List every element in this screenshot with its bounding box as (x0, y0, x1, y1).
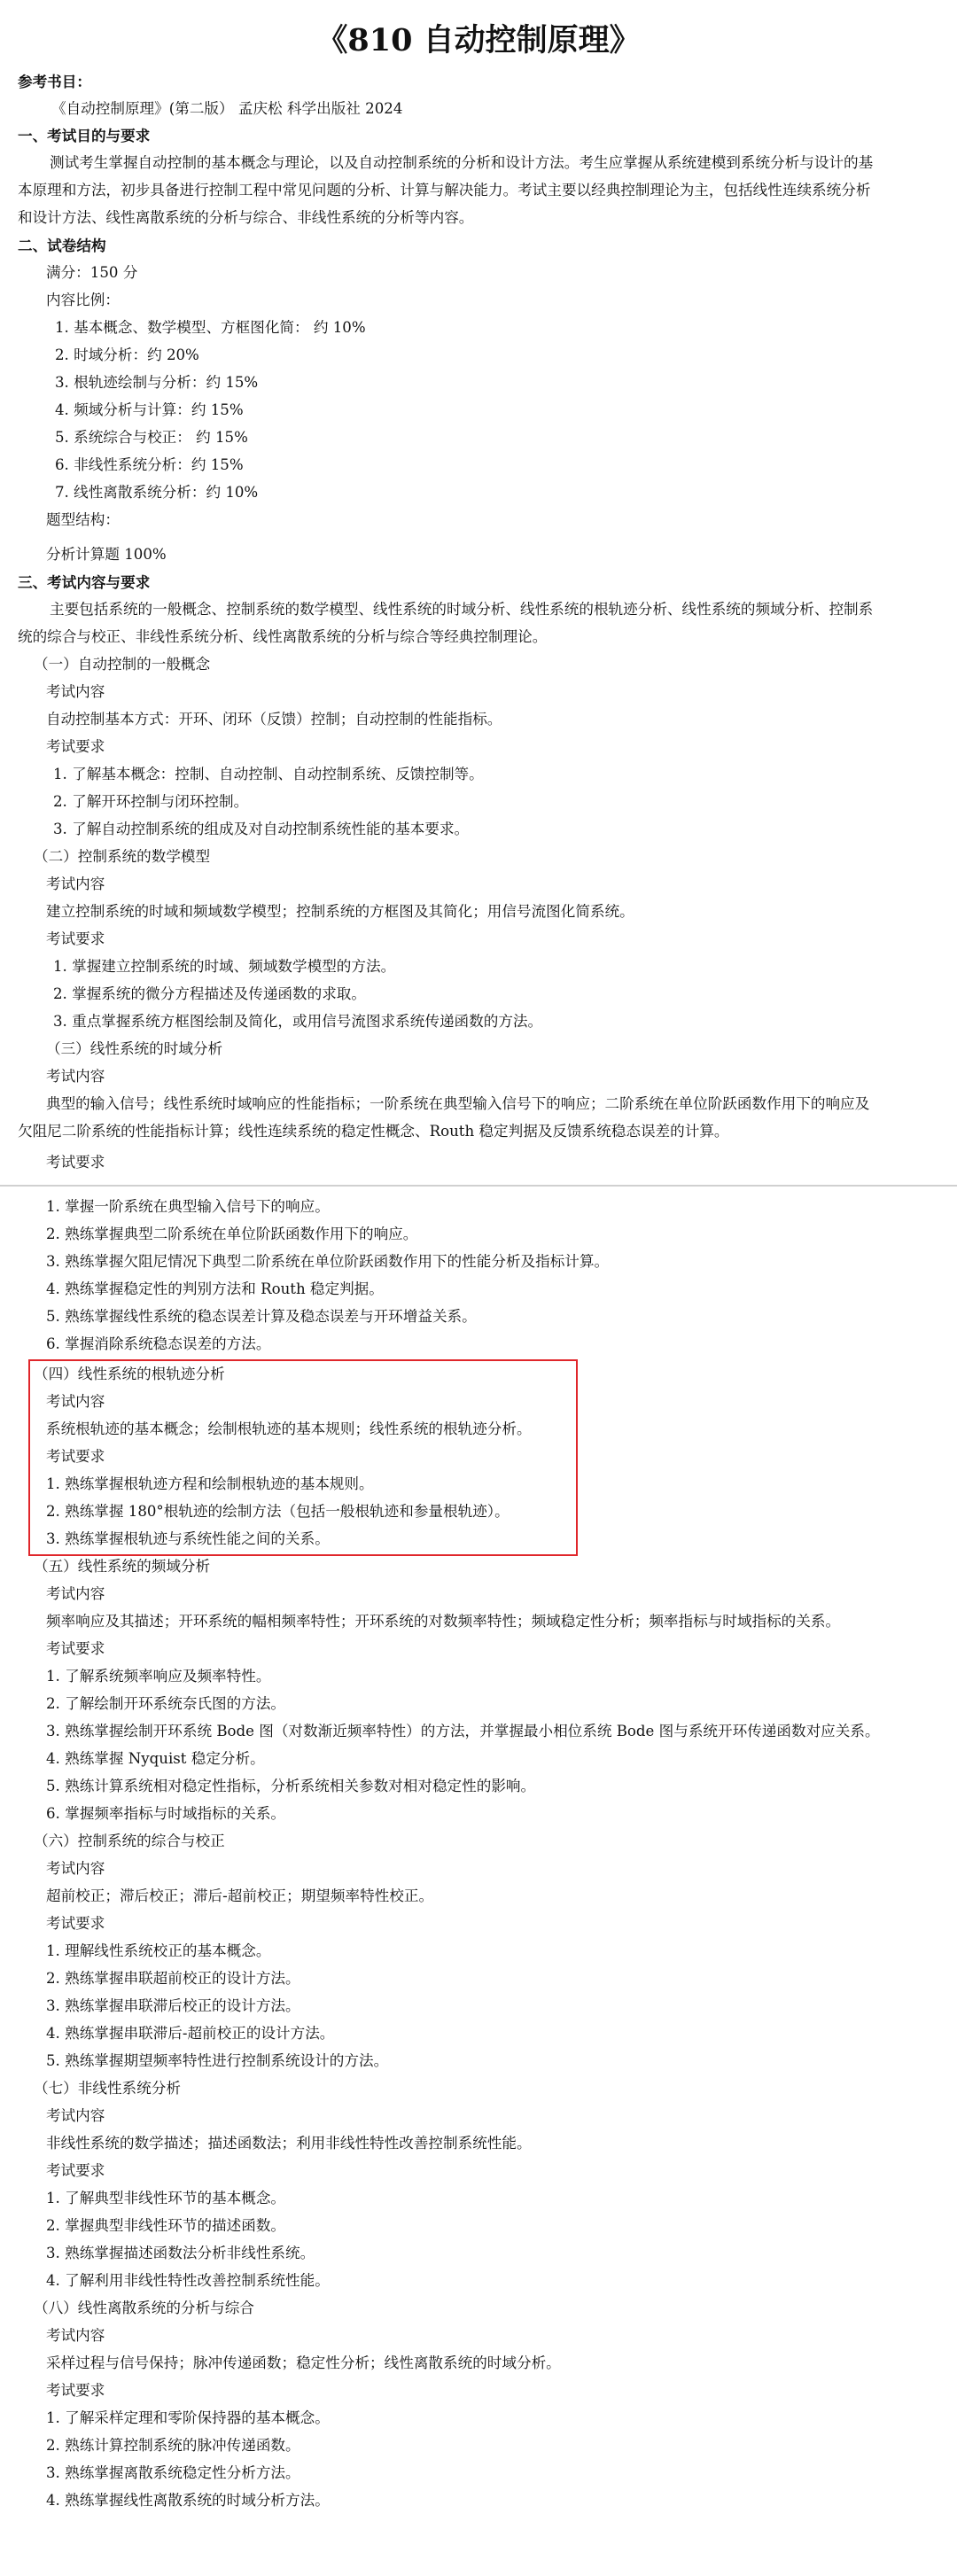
unit-8-req: 1. 了解采样定理和零阶保持器的基本概念。 (46, 2409, 330, 2426)
unit-7-heading: （七）非线性系统分析 (34, 2080, 181, 2097)
unit-8-req: 2. 熟练计算控制系统的脉冲传递函数。 (46, 2437, 300, 2454)
unit-8-req: 4. 熟练掌握线性离散系统的时域分析方法。 (46, 2492, 330, 2509)
unit-3-req: 3. 熟练掌握欠阻尼情况下典型二阶系统在单位阶跃函数作用下的性能分析及指标计算。 (46, 1253, 610, 1270)
ratio-item: 1. 基本概念、数学模型、方框图化简： 约 10% (55, 319, 366, 336)
unit-6-req: 2. 熟练掌握串联超前校正的设计方法。 (46, 1970, 300, 1987)
unit-2-req: 3. 重点掌握系统方框图绘制及简化，或用信号流图求系统传递函数的方法。 (53, 1013, 543, 1030)
exam-requirement-label: 考试要求 (46, 2382, 105, 2399)
unit-3-content: 欠阻尼二阶系统的性能指标计算；线性连续系统的稳定性概念、Routh 稳定判据及反馈系统稳态误差的计算。 (18, 1123, 729, 1140)
unit-7-content: 非线性系统的数学描述；描述函数法；利用非线性特性改善控制系统性能。 (46, 2135, 532, 2152)
ratio-item: 4. 频域分析与计算：约 15% (55, 401, 244, 418)
unit-4-req: 2. 熟练掌握 180°根轨迹的绘制方法（包括一般根轨迹和参量根轨迹）。 (46, 1503, 510, 1520)
unit-1-req: 3. 了解自动控制系统的组成及对自动控制系统性能的基本要求。 (53, 821, 470, 837)
exam-requirement-label: 考试要求 (46, 738, 105, 755)
ratio-item: 3. 根轨迹绘制与分析：约 15% (55, 374, 259, 391)
unit-2-content: 建立控制系统的时域和频域数学模型；控制系统的方框图及其简化；用信号流图化简系统。 (46, 903, 634, 920)
ratio-item: 7. 线性离散系统分析：约 10% (55, 484, 259, 501)
full-score: 满分：150 分 (46, 264, 138, 281)
reference-label: 参考书目： (18, 73, 91, 90)
unit-7-req: 2. 掌握典型非线性环节的描述函数。 (46, 2217, 286, 2234)
unit-1-req: 1. 了解基本概念：控制、自动控制、自动控制系统、反馈控制等。 (53, 766, 484, 782)
unit-3-req: 1. 掌握一阶系统在典型输入信号下的响应。 (46, 1198, 330, 1215)
exam-content-label: 考试内容 (46, 1068, 105, 1085)
unit-3-req: 2. 熟练掌握典型二阶系统在单位阶跃函数作用下的响应。 (46, 1226, 418, 1242)
unit-1-heading: （一）自动控制的一般概念 (34, 656, 211, 673)
unit-4-content: 系统根轨迹的基本概念；绘制根轨迹的基本规则；线性系统的根轨迹分析。 (46, 1420, 532, 1437)
page-separator (0, 1185, 957, 1187)
exam-content-label: 考试内容 (46, 2327, 105, 2344)
unit-5-req: 4. 熟练掌握 Nyquist 稳定分析。 (46, 1750, 265, 1767)
exam-content-label: 考试内容 (46, 1393, 105, 1410)
section-2-heading: 二、试卷结构 (18, 237, 106, 254)
content-ratio-label: 内容比例： (46, 292, 120, 308)
unit-6-req: 4. 熟练掌握串联滞后-超前校正的设计方法。 (46, 2025, 335, 2042)
exam-requirement-label: 考试要求 (46, 930, 105, 947)
section-1-heading: 一、考试目的与要求 (18, 127, 151, 144)
unit-6-content: 超前校正；滞后校正；滞后-超前校正；期望频率特性校正。 (46, 1887, 434, 1904)
exam-content-label: 考试内容 (46, 2107, 105, 2124)
unit-7-req: 1. 了解典型非线性环节的基本概念。 (46, 2190, 286, 2206)
unit-6-req: 3. 熟练掌握串联滞后校正的设计方法。 (46, 1997, 300, 2014)
exam-content-label: 考试内容 (46, 1585, 105, 1602)
exam-requirement-label: 考试要求 (46, 2162, 105, 2179)
unit-3-req: 6. 掌握消除系统稳态误差的方法。 (46, 1335, 271, 1352)
ratio-item: 6. 非线性系统分析：约 15% (55, 456, 244, 473)
unit-2-req: 1. 掌握建立控制系统的时域、频域数学模型的方法。 (53, 958, 396, 975)
exam-requirement-label: 考试要求 (46, 1448, 105, 1465)
unit-5-req: 1. 了解系统频率响应及频率特性。 (46, 1668, 271, 1685)
document-title: 《810 自动控制原理》 (316, 22, 641, 58)
unit-5-heading: （五）线性系统的频域分析 (34, 1558, 211, 1575)
unit-5-req: 2. 了解绘制开环系统奈氏图的方法。 (46, 1695, 286, 1712)
unit-7-req: 3. 熟练掌握描述函数法分析非线性系统。 (46, 2245, 315, 2261)
exam-requirement-label: 考试要求 (46, 1915, 105, 1932)
ratio-item: 5. 系统综合与校正： 约 15% (55, 429, 248, 446)
unit-5-req: 6. 掌握频率指标与时域指标的关系。 (46, 1805, 286, 1822)
unit-8-heading: （八）线性离散系统的分析与综合 (34, 2300, 254, 2316)
unit-4-heading: （四）线性系统的根轨迹分析 (34, 1366, 225, 1382)
unit-3-heading: （三）线性系统的时域分析 (46, 1040, 223, 1057)
unit-5-req: 5. 熟练计算系统相对稳定性指标，分析系统相关参数对相对稳定性的影响。 (46, 1778, 536, 1794)
unit-6-heading: （六）控制系统的综合与校正 (34, 1833, 225, 1849)
section-1-paragraph: 本原理和方法，初步具备进行控制工程中常见问题的分析、计算与解决能力。考试主要以经典控制理论为主，包括线性连续系统分析 (18, 182, 871, 198)
ratio-item: 2. 时域分析：约 20% (55, 346, 199, 363)
unit-7-req: 4. 了解利用非线性特性改善控制系统性能。 (46, 2272, 330, 2289)
unit-3-req: 5. 熟练掌握线性系统的稳态误差计算及稳态误差与开环增益关系。 (46, 1308, 477, 1325)
unit-5-content: 频率响应及其描述；开环系统的幅相频率特性；开环系统的对数频率特性；频域稳定性分析；频率指标与时域指标的关系。 (46, 1613, 841, 1630)
unit-8-req: 3. 熟练掌握离散系统稳定性分析方法。 (46, 2464, 300, 2481)
unit-6-req: 1. 理解线性系统校正的基本概念。 (46, 1942, 271, 1959)
unit-8-content: 采样过程与信号保持；脉冲传递函数；稳定性分析；线性离散系统的时域分析。 (46, 2354, 561, 2371)
unit-1-content: 自动控制基本方式：开环、闭环（反馈）控制；自动控制的性能指标。 (46, 711, 502, 728)
exam-requirement-label: 考试要求 (46, 1154, 105, 1171)
question-type-label: 题型结构： (46, 511, 120, 528)
section-1-paragraph: 测试考生掌握自动控制的基本概念与理论，以及自动控制系统的分析和设计方法。考生应掌握从系统建模到系统分析与设计的基 (50, 154, 874, 171)
section-3-paragraph: 统的综合与校正、非线性系统分析、线性离散系统的分析与综合等经典控制理论。 (18, 628, 548, 645)
unit-3-content: 典型的输入信号；线性系统时域响应的性能指标；一阶系统在典型输入信号下的响应；二阶系统在单位阶跃函数作用下的响应及 (46, 1095, 870, 1112)
section-1-paragraph: 和设计方法、线性离散系统的分析与综合、非线性系统的分析等内容。 (18, 209, 474, 226)
exam-content-label: 考试内容 (46, 876, 105, 892)
question-type-value: 分析计算题 100% (46, 546, 167, 563)
unit-4-req: 3. 熟练掌握根轨迹与系统性能之间的关系。 (46, 1530, 330, 1547)
unit-2-heading: （二）控制系统的数学模型 (34, 848, 211, 865)
unit-4-req: 1. 熟练掌握根轨迹方程和绘制根轨迹的基本规则。 (46, 1475, 374, 1492)
unit-2-req: 2. 掌握系统的微分方程描述及传递函数的求取。 (53, 985, 366, 1002)
exam-content-label: 考试内容 (46, 1860, 105, 1877)
section-3-heading: 三、考试内容与要求 (18, 573, 151, 591)
section-3-paragraph: 主要包括系统的一般概念、控制系统的数学模型、线性系统的时域分析、线性系统的根轨迹分析、线性系统的频域分析、控制系 (50, 601, 874, 618)
unit-3-req: 4. 熟练掌握稳定性的判别方法和 Routh 稳定判据。 (46, 1280, 384, 1297)
unit-6-req: 5. 熟练掌握期望频率特性进行控制系统设计的方法。 (46, 2052, 389, 2069)
exam-content-label: 考试内容 (46, 683, 105, 700)
unit-1-req: 2. 了解开环控制与闭环控制。 (53, 793, 249, 810)
unit-5-req: 3. 熟练掌握绘制开环系统 Bode 图（对数渐近频率特性）的方法，并掌握最小相位系统 Bode 图与系统开环传递函数对应关系。 (46, 1723, 880, 1739)
exam-requirement-label: 考试要求 (46, 1640, 105, 1657)
reference-book: 《自动控制原理》(第二版） 孟庆松 科学出版社 2024 (51, 100, 403, 117)
